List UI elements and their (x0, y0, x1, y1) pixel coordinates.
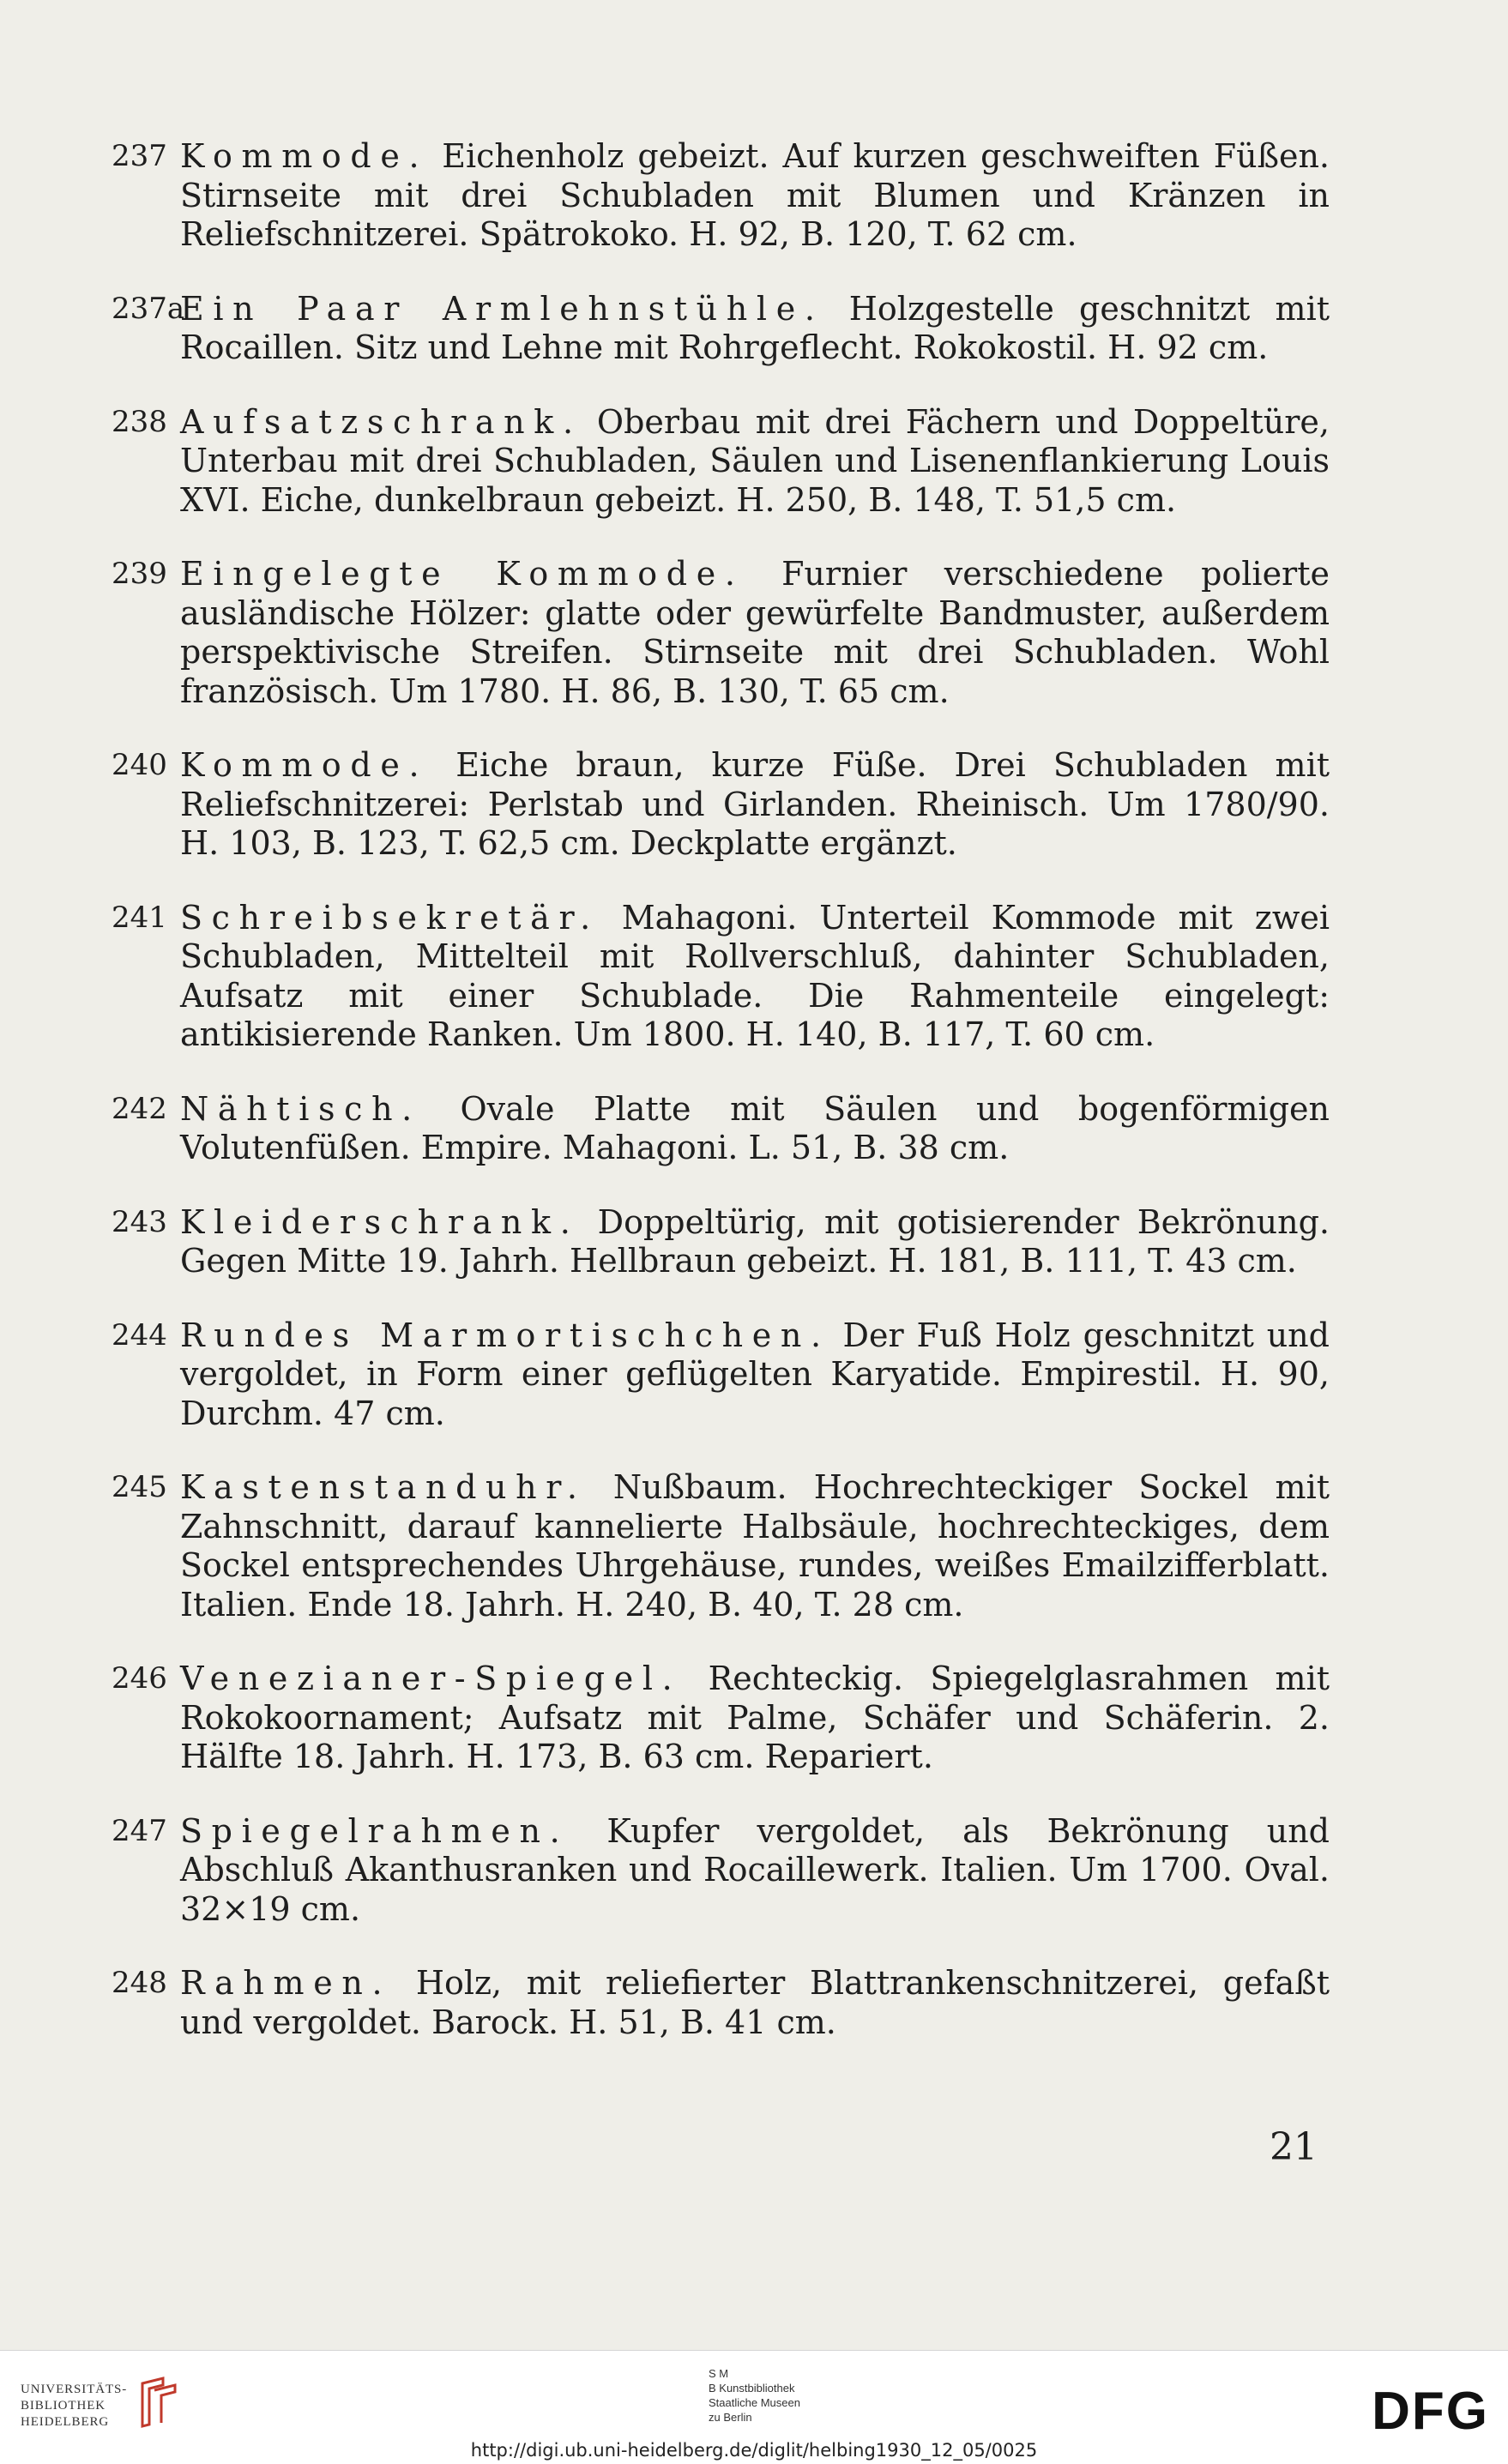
catalog-entries (112, 137, 1330, 2077)
entry-title: Kastenstanduhr. (180, 1468, 587, 1506)
entry-title: Kommode. (180, 746, 429, 784)
entry-description: Ovale Platte mit Säulen und bogenförmigen Volutenfüßen. Empire. Mahagoni. L. 51, B. 38 cm. (180, 1089, 1330, 1166)
entry-title: Nähtisch. (180, 1089, 421, 1128)
catalog-entry (112, 403, 1330, 521)
library-logo-icon (137, 2375, 180, 2430)
library-line: BIBLIOTHEK (21, 2399, 106, 2413)
entry-description: Eichenholz gebeizt. Auf kurzen geschweiften Füßen. Stirnseite mit drei Schubladen mit Blumen und Kränzen in Reliefschnitzerei. Spätrokoko. H. 92, B. 120, T. 62 cm. (180, 137, 1330, 253)
catalog-entry (112, 1964, 1330, 2042)
catalog-entry (112, 555, 1330, 711)
catalog-entry (112, 1203, 1330, 1281)
entry-description: Eiche braun, kurze Füße. Drei Schubladen mit Reliefschnitzerei: Perlstab und Girlanden. Rheinisch. Um 1780/90. H. 103, B. 123, T. 62,5 cm. Deckplatte ergänzt. (180, 746, 1330, 862)
entry-number: 248 (112, 1966, 167, 2000)
entry-title: Ein Paar Armlehnstühle. (180, 289, 824, 328)
source-url-link[interactable]: http://digi.ub.uni-heidelberg.de/diglit/helbing1930_12_05/0025 (470, 2440, 1038, 2461)
catalog-entry (112, 1090, 1330, 1168)
entry-description: Holz, mit reliefierter Blattrankenschnitzerei, gefaßt und vergoldet. Barock. H. 51, B. 41 cm. (180, 1964, 1330, 2041)
catalog-entry (112, 1812, 1330, 1930)
entry-number: 244 (112, 1317, 167, 1352)
dfg-logo: DFG (1372, 2382, 1489, 2441)
entry-number: 241 (112, 900, 167, 935)
entry-description: Kupfer vergoldet, als Bekrönung und Abschluß Akanthusranken und Rocaillewerk. Italien. Um 1700. Oval. 32×19 cm. (180, 1811, 1330, 1928)
entry-number: 239 (112, 557, 167, 591)
library-line: HEIDELBERG (21, 2415, 110, 2429)
digitization-footer (0, 2350, 1508, 2464)
entry-number: 240 (112, 748, 167, 782)
entry-description: Doppeltürig, mit gotisierender Bekrönung. Gegen Mitte 19. Jahrh. Hellbraun gebeizt. H. 181, B. 111, T. 43 cm. (180, 1202, 1330, 1280)
entry-number: 237 (112, 139, 167, 173)
entry-description: Mahagoni. Unterteil Kommode mit zwei Schubladen, Mittelteil mit Rollverschluß, dahinter Schubladen, Aufsatz mit einer Schublade. Die Rahmenteile eingelegt: antikisierende Ranken. Um 1800. H. 140, B. 117, T. 60 cm. (180, 898, 1330, 1053)
catalog-entry (112, 1660, 1330, 1777)
entry-title: Rundes Marmortischchen. (180, 1316, 830, 1354)
entry-title: Eingelegte Kommode. (180, 555, 745, 593)
library-line: UNIVERSITÄTS- (21, 2383, 128, 2396)
entry-number: 242 (112, 1091, 167, 1126)
entry-description: Rechteckig. Spiegelglasrahmen mit Rokokoornament; Aufsatz mit Palme, Schäfer und Schäferin. 2. Hälfte 18. Jahrh. H. 173, B. 63 cm. Repariert. (180, 1660, 1330, 1775)
museum-credit (709, 2366, 800, 2425)
credit-line: zu Berlin (709, 2411, 752, 2424)
entry-number: 245 (112, 1470, 167, 1504)
entry-title: Spiegelrahmen. (180, 1811, 570, 1850)
entry-number: 243 (112, 1204, 167, 1239)
catalog-entry (112, 137, 1330, 255)
entry-description: Furnier verschiedene polierte ausländische Hölzer: glatte oder gewürfelte Bandmuster, außerdem perspektivische Streifen. Stirnseite mit drei Schubladen. Wohl französisch. Um 1780. H. 86, B. 130, T. 65 cm. (180, 555, 1330, 710)
catalog-entry (112, 1316, 1330, 1434)
entry-description: Holzgestelle geschnitzt mit Rocaillen. Sitz und Lehne mit Rohrgeflecht. Rokokostil. H. 92 cm. (180, 289, 1330, 366)
entry-title: Venezianer-Spiegel. (180, 1660, 682, 1697)
entry-title: Kommode. (180, 137, 429, 175)
entry-number: 246 (112, 1661, 167, 1696)
entry-title: Rahmen. (180, 1964, 392, 2002)
catalog-entry (112, 1468, 1330, 1624)
credit-line: B Kunstbibliothek (709, 2382, 795, 2395)
catalog-entry (112, 290, 1330, 368)
entry-description: Nußbaum. Hochrechteckiger Sockel mit Zahnschnitt, darauf kannelierte Halbsäule, hochrechteckiges, dem Sockel entsprechendes Uhrgehäuse, rundes, weißes Emailzifferblatt. Italien. Ende 18. Jahrh. H. 240, B. 40, T. 28 cm. (180, 1468, 1330, 1624)
entry-title: Aufsatzschrank. (180, 402, 582, 441)
entry-title: Kleiderschrank. (180, 1202, 580, 1241)
entry-number: 238 (112, 404, 167, 439)
entry-title: Schreibsekretär. (180, 898, 600, 937)
library-name (21, 2382, 127, 2431)
page-number: 21 (1270, 2125, 1318, 2169)
entry-description: Der Fuß Holz geschnitzt und vergoldet, in Form einer geflügelten Karyatide. Empirestil. H. 90, Durchm. 47 cm. (180, 1316, 1330, 1432)
entry-number: 237a (112, 291, 185, 326)
catalog-entry (112, 746, 1330, 864)
credit-line: Staatliche Museen (709, 2396, 800, 2409)
catalog-entry (112, 899, 1330, 1055)
entry-number: 247 (112, 1813, 167, 1848)
entry-description: Oberbau mit drei Fächern und Doppeltüre, Unterbau mit drei Schubladen, Säulen und Lisenenflankierung Louis XVI. Eiche, dunkelbraun gebeizt. H. 250, B. 148, T. 51,5 cm. (180, 402, 1330, 519)
credit-line: S M (709, 2367, 729, 2380)
